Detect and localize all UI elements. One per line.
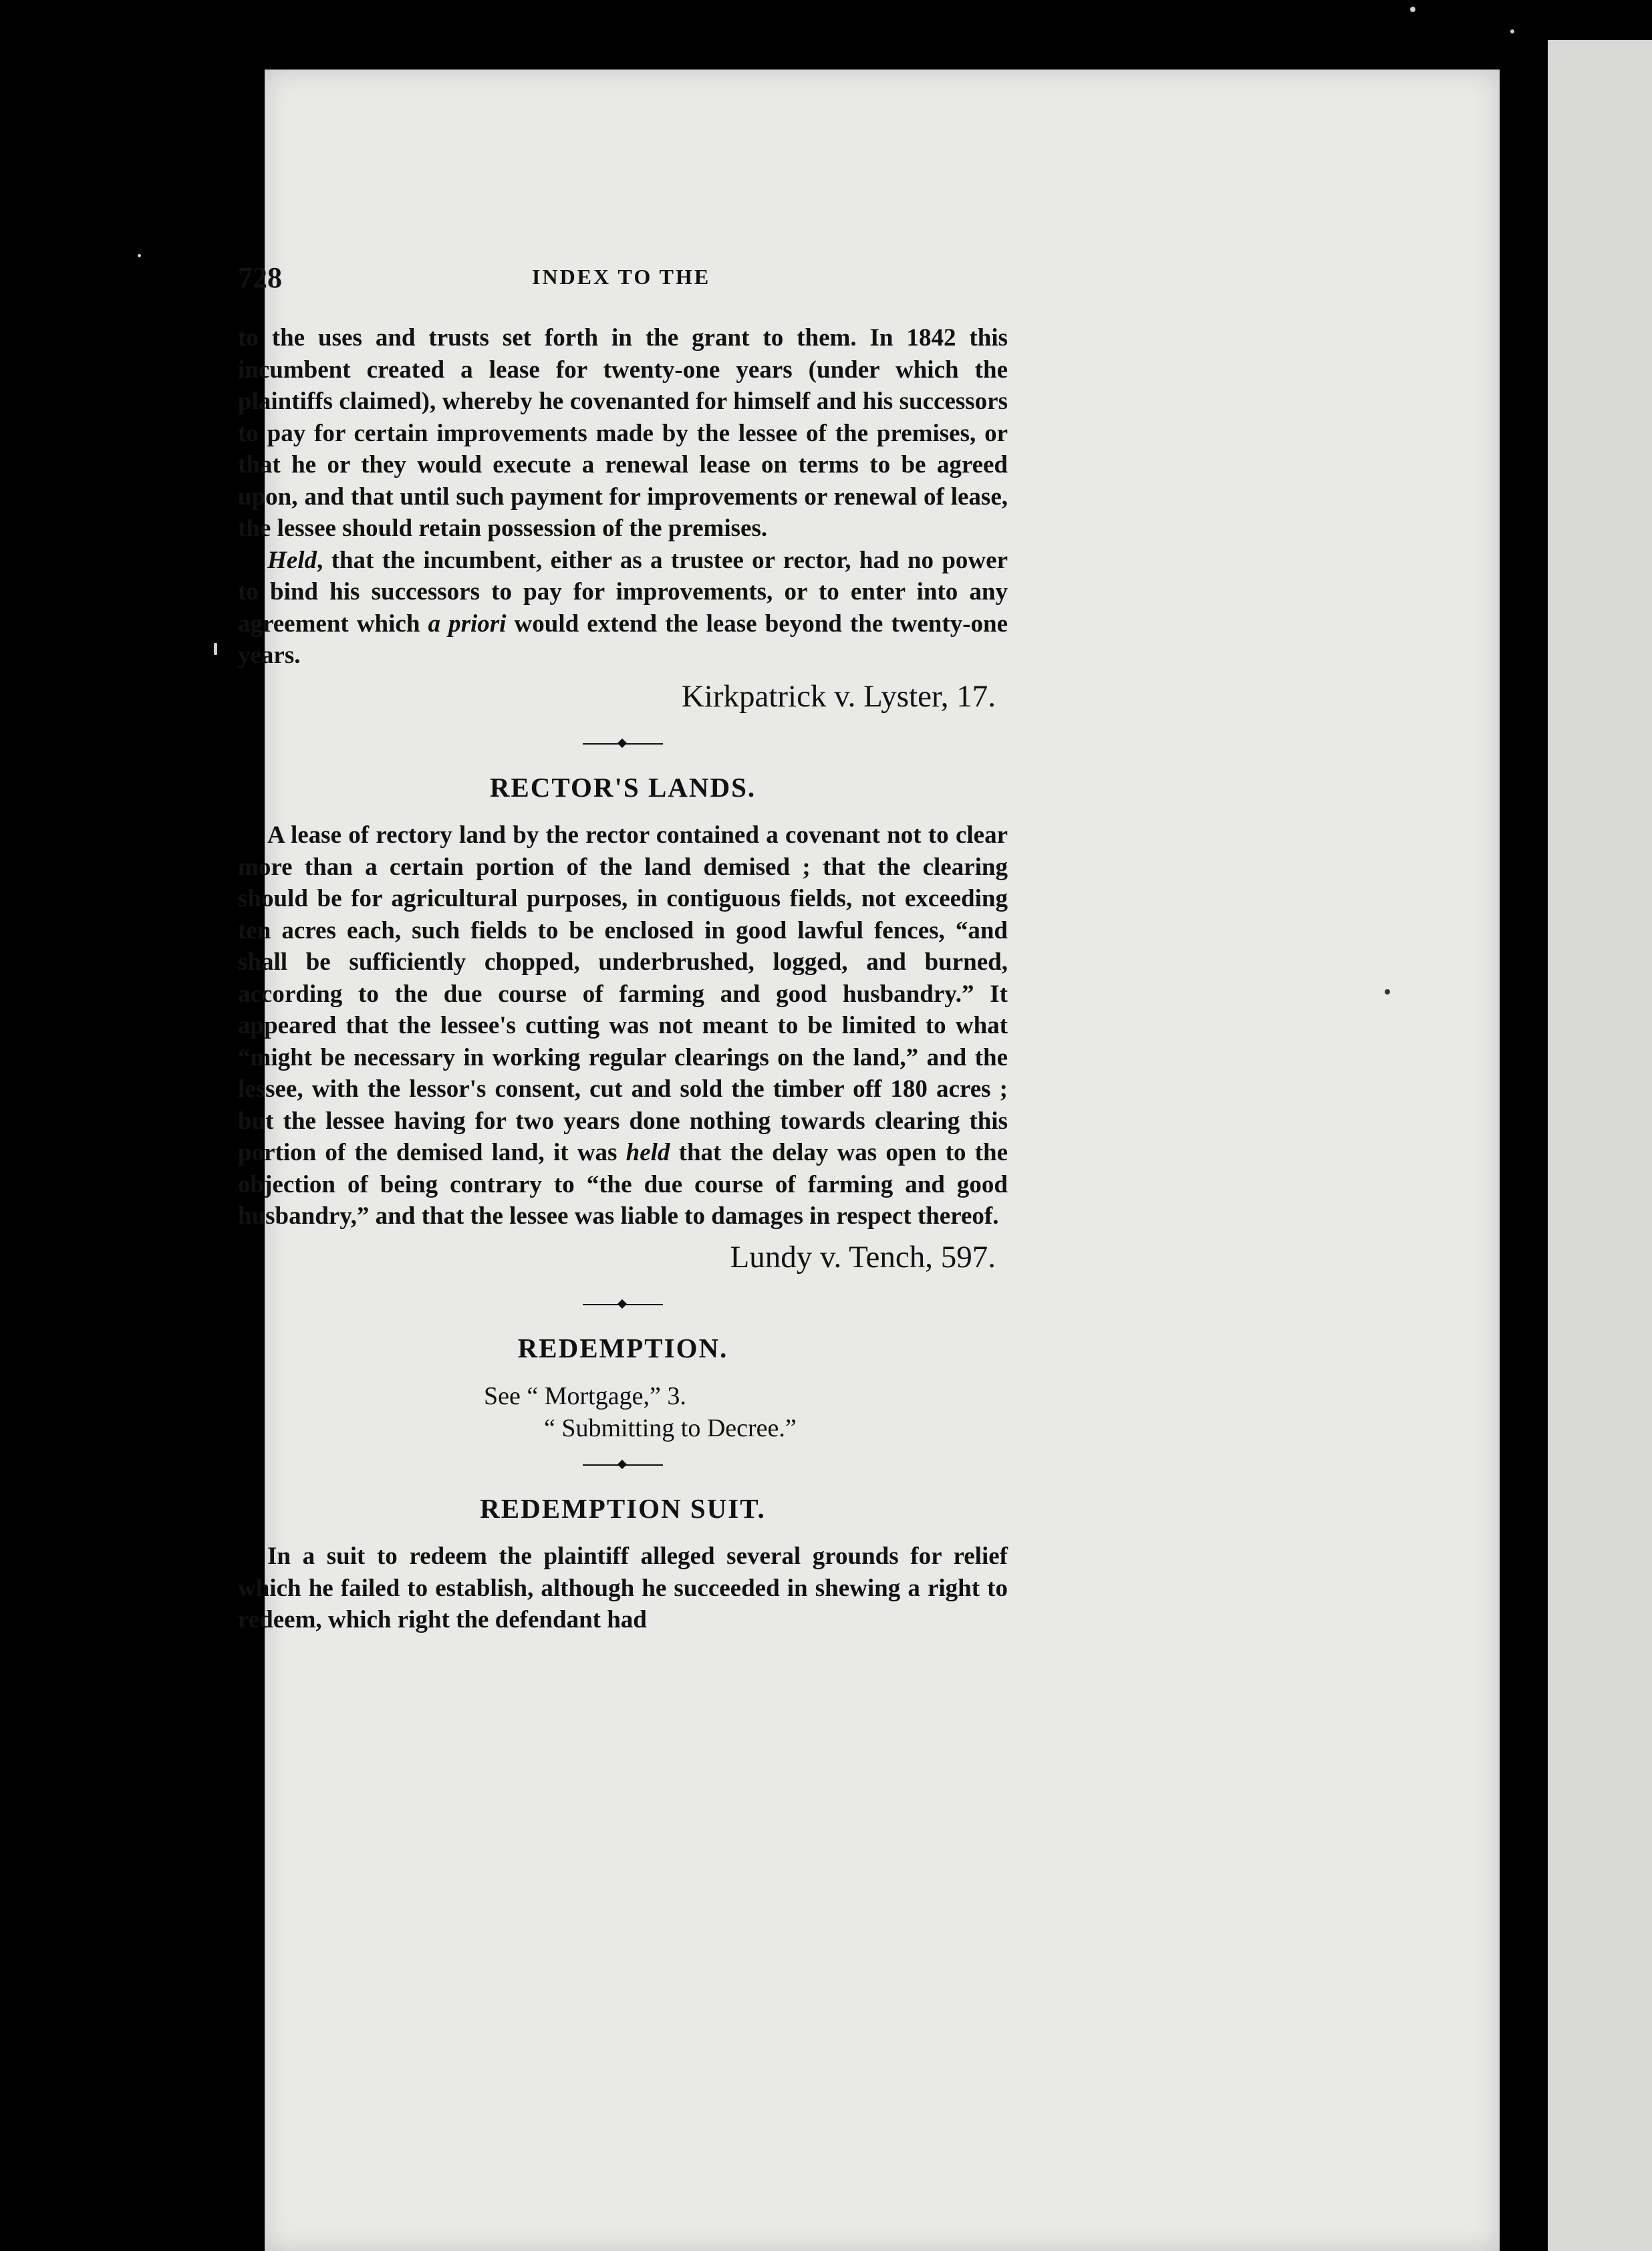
section-divider bbox=[583, 1304, 663, 1305]
section-divider bbox=[583, 1464, 663, 1466]
held-text-b: would extend the lease beyond the twenty-one years. bbox=[238, 610, 1008, 669]
held-text-a: , that the incumbent, either as a trustee or rector, had no power to bind his successors to pay for improvements, or to enter into any agreement which bbox=[238, 546, 1008, 638]
rectors-text-b: that the delay was open to the objection of being contrary to “the due course of farming and good husbandry,” and that the lessee was liable to damages in respect thereof. bbox=[238, 1139, 1008, 1230]
held-italic: held bbox=[626, 1139, 670, 1166]
section-heading-redemption: REDEMPTION. bbox=[517, 1333, 728, 1363]
dust-speck bbox=[1385, 989, 1390, 995]
dust-speck bbox=[1410, 7, 1415, 12]
dust-speck bbox=[214, 643, 217, 655]
running-head-title: INDEX TO THE bbox=[532, 265, 711, 289]
dust-speck bbox=[138, 254, 141, 257]
case-citation: Kirkpatrick v. Lyster, 17. bbox=[681, 678, 996, 714]
held-italic: Held bbox=[267, 546, 317, 574]
case-citation: Lundy v. Tench, 597. bbox=[730, 1239, 996, 1275]
rectors-text-a: A lease of rectory land by the rector contained a covenant not to clear more than a certain portion of the land demised ; that the clearing should be for agricultural purposes, in contiguous fields, not exceeding ten acres each, such fields to be enclosed in good lawful fences, “and shall be sufficiently chopped, underbrushed, logged, and burned, according to the due course of farming and good husbandry.” It appeared that the lessee's cutting was not meant to be limited to what “might be necessary in working regular clearings on the land,” and the lessee, with the lessor's consent, cut and sold the timber off 180 acres ; but the lessee having for two years done nothing towards clearing this portion of the demised land, it was bbox=[238, 821, 1008, 1166]
page-content bbox=[238, 187, 1008, 1636]
section-heading-redemption-suit: REDEMPTION SUIT. bbox=[480, 1493, 766, 1524]
rectors-lands-paragraph bbox=[238, 819, 1008, 1232]
continued-paragraph: to the uses and trusts set forth in the grant to them. In 1842 this incumbent created a lease for twenty-one years (under which the plaintiffs claimed), whereby he covenanted for himself and his successors to pay for certain improvements made by the lessee of the premises, or that he or they would execute a renewal lease on terms to be agreed upon, and that until such payment for improvements or renewal of lease, the lessee should retain possession of the premises. bbox=[238, 324, 1008, 542]
held-paragraph bbox=[238, 545, 1008, 672]
cross-reference-line: “ Submitting to Decree.” bbox=[544, 1414, 797, 1442]
running-head bbox=[238, 261, 1008, 301]
dust-speck bbox=[1510, 29, 1514, 33]
redemption-suit-paragraph: In a suit to redeem the plaintiff alleged several grounds for relief which he failed to establish, although he succeeded in shewing a right to redeem, which right the defendant had bbox=[238, 1543, 1008, 1633]
section-heading-rectors-lands: RECTOR'S LANDS. bbox=[489, 772, 756, 803]
cross-reference bbox=[484, 1380, 1008, 1444]
a-priori-italic: a priori bbox=[428, 610, 507, 638]
cross-reference-line: See “ Mortgage,” 3. bbox=[484, 1382, 686, 1410]
page-number: 728 bbox=[238, 261, 282, 294]
adjacent-page-edge bbox=[1548, 40, 1652, 2251]
section-divider bbox=[583, 743, 663, 745]
